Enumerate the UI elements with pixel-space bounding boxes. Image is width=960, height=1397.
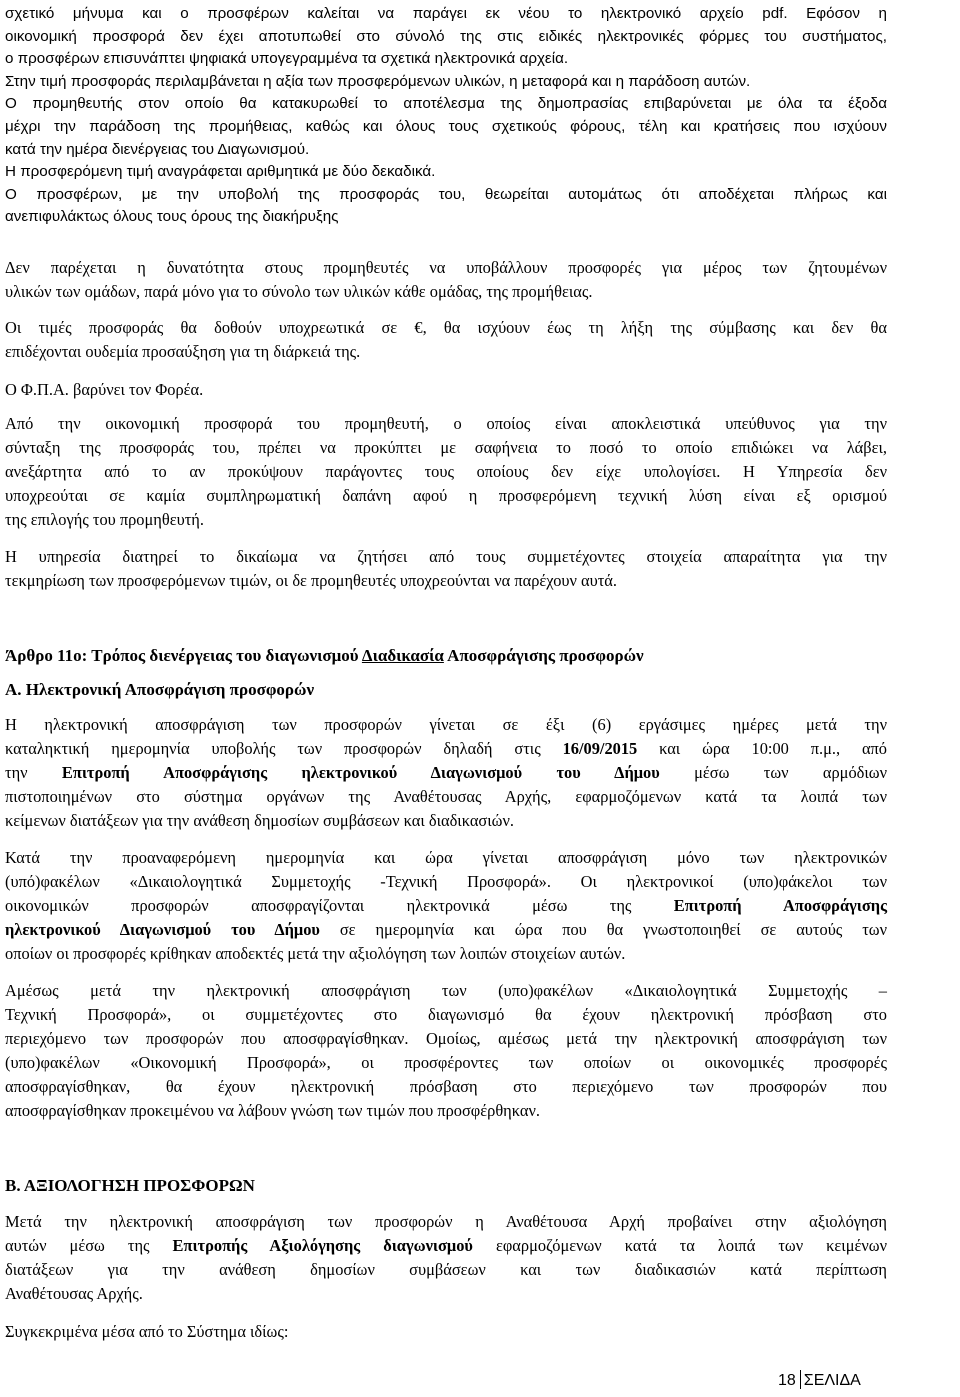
text-line: τεκμηρίωση των προσφερόμενων τιμών, οι δε προμηθευτές υποχρεούνται να παρέχουν αυτά. xyxy=(5,571,617,590)
text-line: ανεξάρτητα από το αν προκύψουν παράγοντες τους οποίους δεν είχε υπολογίσει. Η Υπηρεσία δεν xyxy=(5,462,887,481)
article-heading xyxy=(5,644,887,668)
text-line: Στην τιμή προσφοράς περιλαμβάνεται η αξία των προσφερόμενων υλικών, η μεταφορά και η παράδοση αυτών. xyxy=(5,72,751,90)
text-line: Η υπηρεσία διατηρεί το δικαίωμα να ζητήσει από τους συμμετέχοντες στοιχεία απαραίτητα για την xyxy=(5,547,887,566)
text-line: Αμέσως μετά την ηλεκτρονική αποσφράγιση των (υπο)φακέλων «Δικαιολογητικά Συμμετοχής – xyxy=(5,981,887,1000)
committee-name: Επιτροπή Αποσφράγισης ηλεκτρονικού Διαγωνισμού του Δήμου xyxy=(61,763,660,782)
text-line: μέχρι την παράδοση της προμήθειας, καθώς και όλους τους σχετικούς φόρους, τέλη και κρατήσεις που ισχύουν xyxy=(5,117,887,135)
paragraph-b1 xyxy=(5,1210,887,1306)
text-line: κείμενων διατάξεων για την ανάθεση δημοσίων συμβάσεων και διαδικασιών. xyxy=(5,811,514,830)
text-line: κατά την ημέρα διενέργειας του Διαγωνισμού. xyxy=(5,140,310,158)
text-line: διατάξεων για την ανάθεση δημοσίων συμβάσεων και των διαδικασιών κατά περίπτωση xyxy=(5,1260,887,1279)
text-line: Ο Φ.Π.Α. βαρύνει τον Φορέα. xyxy=(5,380,204,399)
paragraph-a1 xyxy=(5,713,887,833)
page-footer xyxy=(778,1370,861,1390)
text-line: σχετικό μήνυμα και ο προσφέρων καλείται να παράγει εκ νέου το ηλεκτρονικό αρχείο pdf. Εφόσον η xyxy=(5,5,887,22)
text-line: πιστοποιημένων στο σύστημα οργάνων της Αναθέτουσας Αρχής, εφαρμοζόμενων κατά τα λοιπά των xyxy=(5,787,887,806)
paragraph-vat xyxy=(5,378,887,402)
text-line: (υπο)φακέλων «Οικονομική Προσφορά», οι προσφέροντες των οποίων οι οικονομικές προσφορές xyxy=(5,1053,887,1072)
article-heading-underlined: Διαδικασία xyxy=(361,646,444,665)
text-line: Συγκεκριμένα μέσα από το Σύστημα ιδίως: xyxy=(5,1322,289,1341)
page-number: 18 xyxy=(778,1372,796,1389)
paragraph-offer xyxy=(5,412,887,532)
text-line: Κατά την προαναφερόμενη ημερομηνία και ώρα γίνεται αποσφράγιση μόνο των ηλεκτρονικών xyxy=(5,848,887,867)
text-line: της επιλογής του προμηθευτή. xyxy=(5,510,204,529)
footer-divider xyxy=(800,1370,801,1389)
opening-date: 16/09/2015 xyxy=(562,739,638,758)
text-line: αποσφραγίσθηκαν, θα έχουν ηλεκτρονική πρόσβαση στο περιεχόμενο των προσφορών που xyxy=(5,1077,887,1096)
text-line: Δεν παρέχεται η δυνατότητα στους προμηθευτές να υποβάλλουν προσφορές για μέρος των ζητουμένων xyxy=(5,258,887,277)
text-line: Η ηλεκτρονική αποσφράγιση των προσφορών γίνεται σε έξι (6) εργάσιμες ημέρες μετά την xyxy=(5,715,887,734)
text-line: περιεχόμενο των προσφορών που αποσφραγίσθηκαν. Ομοίως, αμέσως μετά την ηλεκτρονική αποσφράγιση των xyxy=(5,1029,887,1048)
text-line: Ο προσφέρων, με την υποβολή της προσφοράς του, θεωρείται αυτομάτως ότι αποδέχεται πλήρως και xyxy=(5,185,887,203)
top-paragraph xyxy=(5,3,887,229)
page-label: ΣΕΛΙΔΑ xyxy=(803,1372,861,1389)
text-line: Από την οικονομική προσφορά του προμηθευτή, ο οποίος είναι αποκλειστικά υπεύθυνος για την xyxy=(5,414,887,433)
text-line: ανεπιφυλάκτως όλους τους όρους της διακήρυξης xyxy=(5,208,339,226)
text-line: (υπό)φακέλων «Δικαιολογητικά Συμμετοχής -Τεχνική Προσφορά». Οι ηλεκτρονικοί (υπο)φάκελοι των xyxy=(5,872,887,891)
text-line: αποσφραγίσθηκαν προκειμένου να λάβουν γνώση των τιμών που προσφέρθηκαν. xyxy=(5,1101,540,1120)
subheading-b: Β. ΑΞΙΟΛΟΓΗΣΗ ΠΡΟΣΦΟΡΩΝ xyxy=(5,1176,255,1195)
paragraph-right xyxy=(5,545,887,593)
paragraph-groups xyxy=(5,256,887,304)
text-line: οικονομικών προσφορών αποσφραγίζονται ηλεκτρονικά μέσω της Επιτροπή Αποσφράγισης xyxy=(5,896,887,915)
paragraph-b2 xyxy=(5,1320,887,1344)
paragraph-prices xyxy=(5,316,887,364)
text-line: Αναθέτουσας Αρχής. xyxy=(5,1284,143,1303)
text-line: οικονομική προσφορά δεν έχει αποτυπωθεί στο σύνολό της στις ειδικές ηλεκτρονικές φόρμες του συστήματος, xyxy=(5,27,887,45)
paragraph-a3 xyxy=(5,979,887,1123)
text-line: καταληκτική ημερομηνία υποβολής των προσφορών δηλαδή στις 16/09/2015 και ώρα 10:00 π.μ., από xyxy=(5,739,888,758)
text-line: την Επιτροπή Αποσφράγισης ηλεκτρονικού Διαγωνισμού του Δήμου μέσω των αρμόδιων xyxy=(5,763,887,782)
text-line: Μετά την ηλεκτρονική αποσφράγιση των προσφορών η Αναθέτουσα Αρχή προβαίνει στην αξιολόγηση xyxy=(5,1212,887,1231)
subheading-a: Α. Ηλεκτρονική Αποσφράγιση προσφορών xyxy=(5,680,315,699)
text-line: αυτών μέσω της Επιτροπής Αξιολόγησης διαγωνισμού εφαρμοζόμενων κατά τα λοιπά των κειμένων xyxy=(5,1236,887,1255)
text-line: οποίων οι προσφορές κρίθηκαν αποδεκτές μετά την αξιολόγηση των λοιπών στοιχείων αυτών. xyxy=(5,944,626,963)
text-line: σύνταξη της προσφοράς του, πρέπει να προκύπτει με σαφήνεια το ποσό το οποίο επιδιώκει να λάβει, xyxy=(5,438,887,457)
evaluation-committee: Επιτροπής Αξιολόγησης διαγωνισμού xyxy=(172,1236,473,1255)
text-line: Η προσφερόμενη τιμή αναγράφεται αριθμητικά με δύο δεκαδικά. xyxy=(5,163,436,181)
article-heading-prefix: Άρθρο 11ο: Τρόπος διενέργειας του διαγωνισμού xyxy=(5,646,362,665)
text-line: επιδέχονται ουδεμία προσαύξηση για τη διάρκειά της. xyxy=(5,342,361,361)
text-line: Οι τιμές προσφοράς θα δοθούν υποχρεωτικά σε €, θα ισχύουν έως τη λήξη της σύμβασης και δεν θα xyxy=(5,318,887,337)
article-heading-suffix: Αποσφράγισης προσφορών xyxy=(443,646,644,665)
text-line: ο προσφέρων επισυνάπτει ψηφιακά υπογεγραμμένα τα σχετικά ηλεκτρονικά αρχεία. xyxy=(5,50,569,68)
text-line: ηλεκτρονικού Διαγωνισμού του Δήμου σε ημερομηνία και ώρα που θα γνωστοποιηθεί σε αυτούς των xyxy=(5,920,887,939)
text-line: υλικών των ομάδων, παρά μόνο για το σύνολο των υλικών κάθε ομάδας, της προμήθειας. xyxy=(5,282,593,301)
text-line: Τεχνική Προσφορά», οι συμμετέχοντες στο διαγωνισμό θα έχουν ηλεκτρονική πρόσβαση στο xyxy=(5,1005,887,1024)
text-line: υποχρεούται σε καμία συμπληρωματική δαπάνη αφού η προσφερόμενη τεχνική λύση είναι εξ ορισμού xyxy=(5,486,887,505)
paragraph-a2 xyxy=(5,846,887,966)
text-line: Ο προμηθευτής στον οποίο θα κατακυρωθεί το αποτέλεσμα της δημοπρασίας επιβαρύνεται με όλα τα έξοδα xyxy=(5,95,887,113)
